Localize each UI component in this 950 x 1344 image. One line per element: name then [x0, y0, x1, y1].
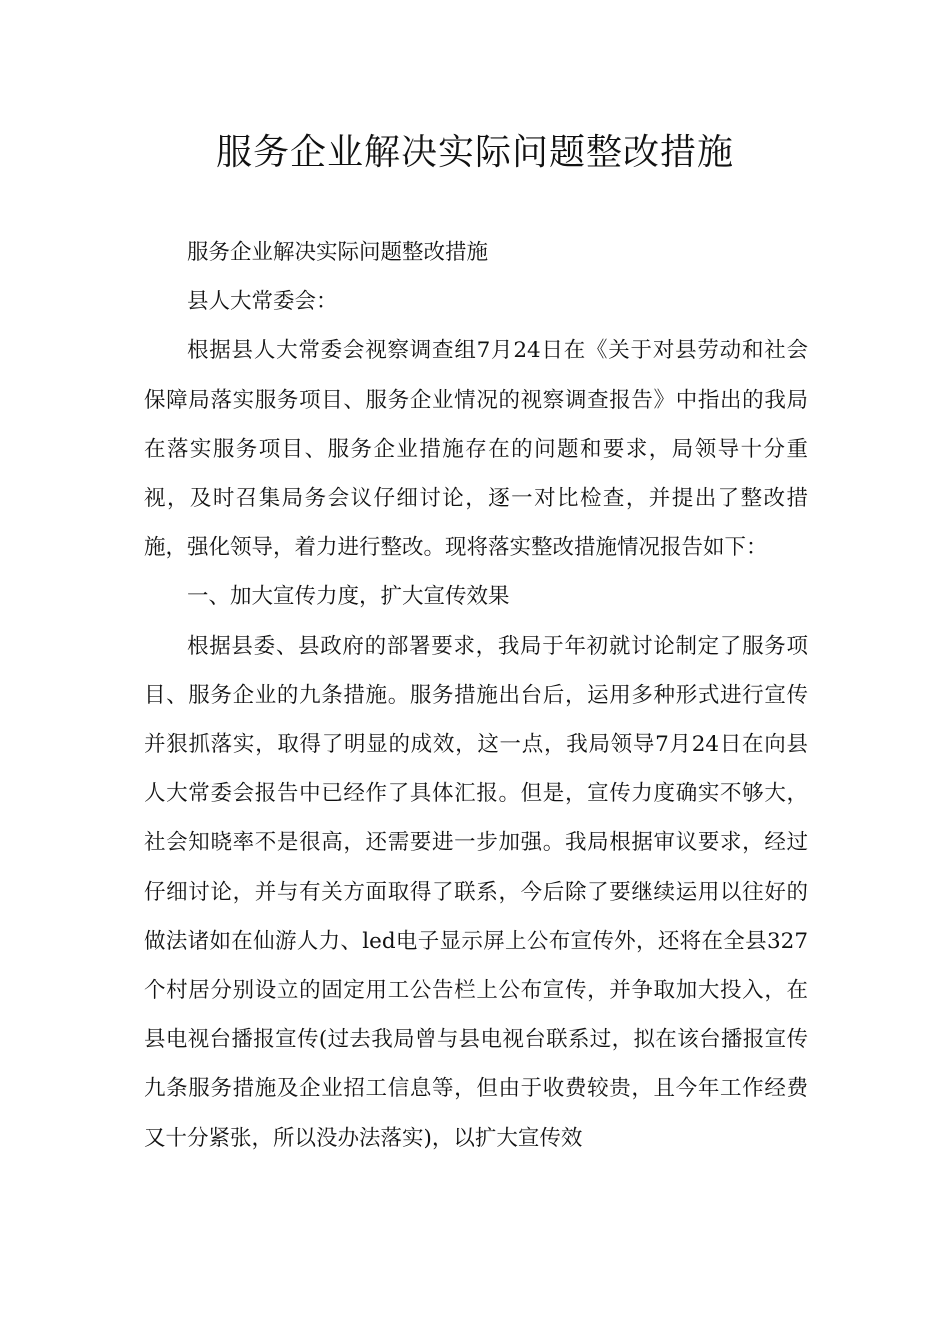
addressee-paragraph: 县人大常委会：	[187, 289, 338, 315]
intro-paragraph: 根据县人大常委会视察调查组7月24日在《关于对县劳动和社会保障局落实服务项目、服务企业情况的视察调查报告》中指出的我局在落实服务项目、服务企业措施存在的问题和要求，局领导十分重视，及时召集局务会议仔细讨论，逐一对比检查，并提出了整改措施，强化领导，着力进行整改。现将落实整改措施情况报告如下：	[144, 338, 808, 561]
section-heading-1: 一、加大宣传力度，扩大宣传效果	[187, 584, 510, 610]
subtitle-paragraph: 服务企业解决实际问题整改措施	[187, 240, 489, 265]
section-1-paragraph: 根据县委、县政府的部署要求，我局于年初就讨论制定了服务项目、服务企业的九条措施。服务措施出台后，运用多种形式进行宣传并狠抓落实，取得了明显的成效，这一点，我局领导7月24日在向县人大常委会报告中已经作了具体汇报。但是，宣传力度确实不够大，社会知晓率不是很高，还需要进一步加强。我局根据审议要求，经过仔细讨论，并与有关方面取得了联系，今后除了要继续运用以往好的做法诸如在仙游人力、led电子显示屏上公布宣传外，还将在全县327个村居分别设立的固定用工公告栏上公布宣传，并争取加大投入，在县电视台播报宣传(过去我局曾与县电视台联系过，拟在该台播报宣传九条服务措施及企业招工信息等，但由于收费较贵，且今年工作经费又十分紧张，所以没办法落实)，以扩大宣传效	[144, 633, 808, 1151]
document-body	[144, 228, 808, 1163]
document-title: 服务企业解决实际问题整改措施	[215, 132, 734, 173]
